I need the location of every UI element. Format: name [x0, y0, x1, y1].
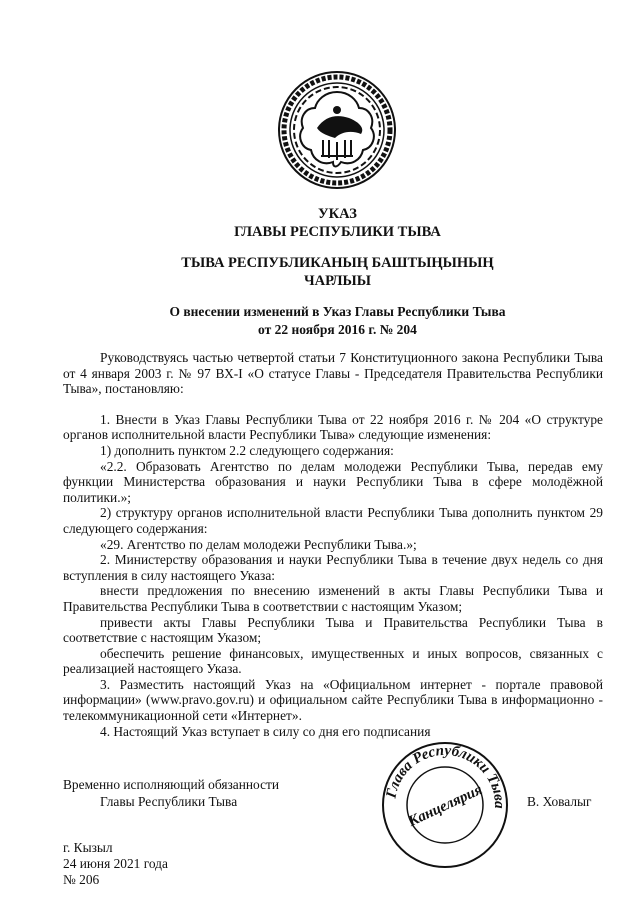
- stamp-ring-text: Глава Республики Тыва: [383, 742, 508, 809]
- clause-4-paragraph: 4. Настоящий Указ вступает в силу со дня его подписания: [100, 723, 431, 739]
- preamble-paragraph: Руководствуясь частью четвертой статьи 7 Конституционного закона Республики Тыва от 4 января 2003 г. № 97 ВХ-I «О статусе Главы - Председателя Правительства Республики Тыва», постановляю:: [63, 350, 603, 397]
- decree-subject: [60, 303, 615, 339]
- issuance-date: 24 июня 2021 года: [63, 856, 168, 871]
- coat-of-arms-emblem: [277, 70, 397, 190]
- clause-1-2-text-paragraph: «29. Агентство по делам молодежи Республики Тыва.»;: [100, 536, 417, 552]
- decree-title-tuvan-line1: ТЫВА РЕСПУБЛИКАНЫҢ БАШТЫҢЫНЫҢ: [181, 255, 494, 271]
- issuance-details: [63, 840, 168, 888]
- decree-title-tuvan-line2: ЧАРЛЫЫ: [303, 273, 372, 289]
- signatory-position-line2: Главы Республики Тыва: [100, 794, 238, 809]
- clause-3-paragraph: 3. Разместить настоящий Указ на «Официальном интернет - портале правовой информации» (www.pravo.gov.ru) и официальном сайте Республики Тыва в информационно - телекоммуникационной сети «Интернет».: [63, 676, 603, 724]
- clause-2-paragraph: 2. Министерству образования и науки Республики Тыва в течение двух недель со дня вступления в силу настоящего Указа:: [63, 552, 603, 583]
- decree-subject-line2: от 22 ноября 2016 г. № 204: [258, 322, 417, 337]
- signatory-position: [63, 776, 279, 810]
- clause-2-item-3-paragraph: обеспечить решение финансовых, имущественных и иных вопросов, связанных с реализацией настоящего Указа.: [63, 645, 603, 677]
- stamp-center-text: Канцелярия: [405, 781, 485, 830]
- clause-1-2-paragraph: 2) структуру органов исполнительной власти Республики Тыва дополнить пунктом 29 следующего содержания:: [63, 505, 603, 536]
- signatory-name: В. Ховалыг: [527, 794, 592, 809]
- clause-1-1-text-paragraph: «2.2. Образовать Агентство по делам молодежи Республики Тыва, передав ему функции Министерства образования и науки Республики Тыва в сфере молодёжной политики.»;: [63, 458, 603, 505]
- issuance-number: № 206: [63, 872, 100, 887]
- chancellery-stamp: [380, 740, 510, 870]
- decree-title: [60, 205, 615, 241]
- decree-body: [63, 350, 603, 739]
- clause-1-1-paragraph: 1) дополнить пунктом 2.2 следующего содержания:: [100, 442, 394, 458]
- decree-title-line1: УКАЗ: [318, 206, 357, 222]
- clause-2-item-2-paragraph: привести акты Главы Республики Тыва и Правительства Республики Тыва в соответствие с настоящим Указом;: [63, 614, 603, 646]
- decree-subject-line1: О внесении изменений в Указ Главы Республики Тыва: [169, 304, 506, 319]
- clause-2-item-1-paragraph: внести предложения по внесению изменений в акты Главы Республики Тыва и Правительства Республики Тыва в соответствии с настоящим Указом;: [63, 583, 603, 614]
- decree-title-line2: ГЛАВЫ РЕСПУБЛИКИ ТЫВА: [234, 224, 441, 240]
- decree-title-tuvan: [60, 254, 615, 290]
- clause-1-paragraph: 1. Внести в Указ Главы Республики Тыва от 22 ноября 2016 г. № 204 «О структуре органов исполнительной власти Республики Тыва» следующие изменения:: [63, 411, 603, 443]
- issuance-city: г. Кызыл: [63, 840, 113, 855]
- signatory-position-line1: Временно исполняющий обязанности: [63, 777, 280, 792]
